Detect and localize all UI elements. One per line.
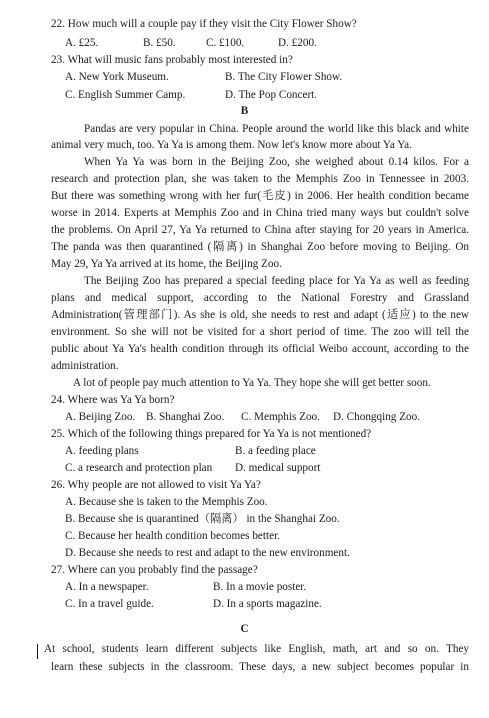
q27-option-c: C. In a travel guide.	[65, 598, 154, 610]
passage-b-line: research and protection plan, she was taken to the Memphis Zoo in Tennessee in 2003.	[51, 173, 469, 185]
passage-b-line: When Ya Ya was born in the Beijing Zoo, she weighed about 0.14 kilos. For a	[84, 156, 469, 168]
q27-option-b: B. In a movie poster.	[213, 581, 307, 593]
q25-option-c: C. a research and protection plan	[65, 462, 213, 474]
q26-option-d: D. Because she needs to rest and adapt to the new environment.	[65, 547, 350, 559]
passage-b-line: the problems. On April 27, Ya Ya returned to China after staying for 20 years in America.	[51, 224, 469, 236]
q23-option-b: B. The City Flower Show.	[225, 71, 343, 83]
passage-b-line: A lot of people pay much attention to Ya Ya. They hope she will get better soon.	[73, 377, 431, 389]
q22-option-a: A. £25.	[65, 37, 99, 49]
margin-mark	[37, 644, 38, 659]
q24-option-d: D. Chongqing Zoo.	[333, 411, 421, 423]
passage-b-line: worse in 2014. Experts at Memphis Zoo and in China tried many ways but couldn't solve	[51, 207, 469, 219]
q27-stem: 27. Where can you probably find the passage?	[51, 564, 258, 576]
passage-b-line: Pandas are very popular in China. People around the world like this black and white	[84, 123, 469, 135]
q27-option-d: D. In a sports magazine.	[213, 598, 322, 610]
passage-b-line: animal very much, too. Ya Ya is among them. Now let's know more about Ya Ya.	[51, 139, 412, 151]
q25-option-d: D. medical support	[235, 462, 321, 474]
q26-option-b: B. Because she is quarantined（隔离） in the Shanghai Zoo.	[65, 513, 340, 525]
q23-option-d: D. The Pop Concert.	[225, 89, 318, 101]
passage-c-line: At school, students learn different subjects like English, math, art and so on. They	[44, 643, 469, 655]
q25-stem: 25. Which of the following things prepared for Ya Ya is not mentioned?	[51, 428, 372, 440]
q27-option-a: A. In a newspaper.	[65, 581, 149, 593]
passage-b-line: But there was something wrong with her fur(毛皮) in 2006. Her health condition became	[51, 190, 469, 202]
q22-option-c: C. £100.	[206, 37, 245, 49]
passage-b-line: environment. So she will not be visited for a short period of time. The zoo will tell the	[51, 326, 469, 338]
q25-option-b: B. a feeding place	[235, 445, 316, 457]
q26-option-c: C. Because her health condition becomes better.	[65, 530, 280, 542]
q23-option-a: A. New York Museum.	[65, 71, 169, 83]
passage-b-line: The Beijing Zoo has prepared a special feeding place for Ya Ya as well as feeding	[84, 275, 469, 287]
section-c-heading: C	[240, 623, 249, 635]
q23-stem: 23. What will music fans probably most interested in?	[51, 54, 293, 66]
q22-stem: 22. How much will a couple pay if they visit the City Flower Show?	[51, 18, 357, 30]
passage-b-line: public about Ya Ya's health condition through its official Weibo account, according to the	[51, 343, 469, 355]
q24-option-c: C. Memphis Zoo.	[241, 411, 320, 423]
q24-option-b: B. Shanghai Zoo.	[146, 411, 225, 423]
passage-b-line: May 29, Ya Ya arrived at its home, the Beijing Zoo.	[51, 258, 282, 270]
passage-b-line: The panda was then quarantined (隔离) in Shanghai Zoo before moving to Beijing. On	[51, 241, 469, 253]
q26-stem: 26. Why people are not allowed to visit Ya Ya?	[51, 479, 261, 491]
passage-b-line: Administration(管理部门). As she is old, she needs to rest and adapt (适应) to the new	[51, 309, 469, 321]
q26-option-a: A. Because she is taken to the Memphis Zoo.	[65, 496, 268, 508]
passage-b-line: administration.	[51, 360, 119, 372]
q25-option-a: A. feeding plans	[65, 445, 139, 457]
passage-c-line: learn these subjects in the classroom. These days, a new subject becomes popular in	[51, 661, 469, 673]
q24-stem: 24. Where was Ya Ya born?	[51, 394, 175, 406]
section-b-heading: B	[240, 105, 249, 117]
q22-option-d: D. £200.	[278, 37, 317, 49]
q24-option-a: A. Beijing Zoo.	[65, 411, 136, 423]
q23-option-c: C. English Summer Camp.	[65, 89, 186, 101]
q22-option-b: B. £50.	[143, 37, 176, 49]
passage-b-line: plans and medical support, according to the National Forestry and Grassland	[51, 292, 469, 304]
